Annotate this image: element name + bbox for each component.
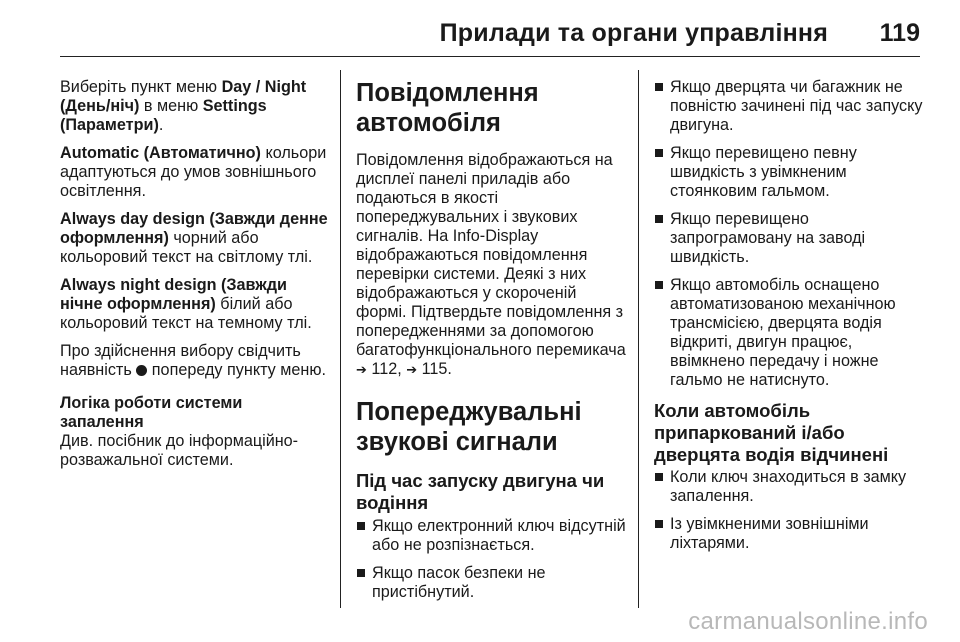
watermark: carmanualsonline.info — [688, 608, 928, 635]
menu-term: Day / Night (День/ніч) — [60, 78, 307, 115]
text: в меню — [139, 97, 203, 115]
column-divider — [638, 70, 639, 608]
page-number: 119 — [879, 19, 920, 47]
page-header — [60, 14, 920, 57]
paragraph — [356, 151, 628, 379]
bullet-icon — [357, 522, 365, 530]
list-item — [654, 210, 926, 267]
bullet-icon — [655, 83, 663, 91]
page-ref-arrow-icon: ➔ — [406, 362, 418, 377]
bullet-icon — [655, 215, 663, 223]
paragraph: Див. посібник до інформаційно-розважальної системи. — [60, 432, 299, 469]
list-item — [654, 276, 926, 390]
list-item — [654, 515, 926, 553]
page-reference: 112, — [366, 360, 407, 378]
paragraph — [60, 276, 330, 333]
text: Повідомлення відображаються на дисплеї панелі приладів або подаються в якості попереджувальних і звукових сигналів. На Info-Display відображаються повідомлення перевірки системи. Деякі з них відображаються у скороченій формі. Підтвердьте повідомлення з попередженнями за допомогою багатофункціонального перемикача — [356, 151, 626, 359]
menu-term: Settings (Параметри) — [60, 97, 267, 134]
column-divider — [340, 70, 341, 608]
list-item — [654, 468, 926, 506]
list-item-text: Із увімкненими зовнішніми ліхтарями. — [670, 515, 869, 552]
text: . — [158, 116, 164, 134]
list-item-text: Якщо пасок безпеки не пристібнутий. — [372, 564, 546, 601]
list-item-text: Якщо дверцята чи багажник не повністю зачинені під час запуску двигуна. — [670, 78, 923, 134]
paragraph — [60, 78, 330, 135]
bullet-icon — [655, 149, 663, 157]
bullet-icon — [655, 473, 663, 481]
bullet-icon — [655, 281, 663, 289]
list-item-text: Коли ключ знаходиться в замку запалення. — [670, 468, 907, 505]
page-reference: 115. — [417, 360, 452, 378]
text: чорний або кольоровий текст на світлому тлі. — [60, 229, 313, 266]
list-item-text: Якщо автомобіль оснащено автоматизованою механічною трансмісією, дверцята водія відкриті, двигун працює, ввімкнено передачу і ножне гальмо не натиснуто. — [670, 276, 896, 389]
selected-dot-icon — [136, 365, 147, 376]
list-item — [356, 564, 628, 602]
text: Виберіть пункт меню — [60, 78, 222, 96]
column-left — [60, 78, 330, 479]
list-item — [654, 144, 926, 201]
option-term: Automatic (Автоматично) — [60, 144, 261, 162]
page-ref-arrow-icon: ➔ — [356, 362, 367, 377]
text: попереду пункту меню. — [147, 361, 326, 379]
bullet-icon — [357, 569, 365, 577]
column-right — [654, 78, 926, 562]
option-term: Always day design (Завжди денне оформлення) — [60, 210, 328, 247]
list-item-text: Якщо електронний ключ відсутній або не розпізнається. — [372, 517, 626, 554]
sub-heading: Логіка роботи системи запалення — [60, 394, 243, 431]
bullet-icon — [655, 520, 663, 528]
list-item-text: Якщо перевищено запрограмовану на заводі швидкість. — [670, 210, 866, 266]
text: білий або кольоровий текст на темному тлі. — [60, 295, 312, 332]
paragraph — [60, 144, 330, 201]
paragraph — [60, 342, 330, 380]
text: кольори адаптуються до умов зовнішнього освітлення. — [60, 144, 327, 200]
option-term: Always night design (Завжди нічне оформлення) — [60, 276, 287, 313]
text: Про здійснення вибору свідчить наявність — [60, 342, 301, 379]
paragraph — [60, 210, 330, 267]
list-item-text: Якщо перевищено певну швидкість з увімкненим стоянковим гальмом. — [670, 144, 857, 200]
column-middle — [356, 78, 628, 611]
list-item — [654, 78, 926, 135]
chapter-title: Прилади та органи управління — [439, 19, 828, 47]
section-heading: Попереджувальні звукові сигнали — [356, 398, 582, 456]
section-heading: Повідомлення автомобіля — [356, 79, 539, 137]
list-item — [356, 517, 628, 555]
subsection-heading: Під час запуску двигуна чи водіння — [356, 470, 605, 513]
subsection-heading: Коли автомобіль припаркований і/або дверцята водія відчинені — [654, 400, 889, 465]
